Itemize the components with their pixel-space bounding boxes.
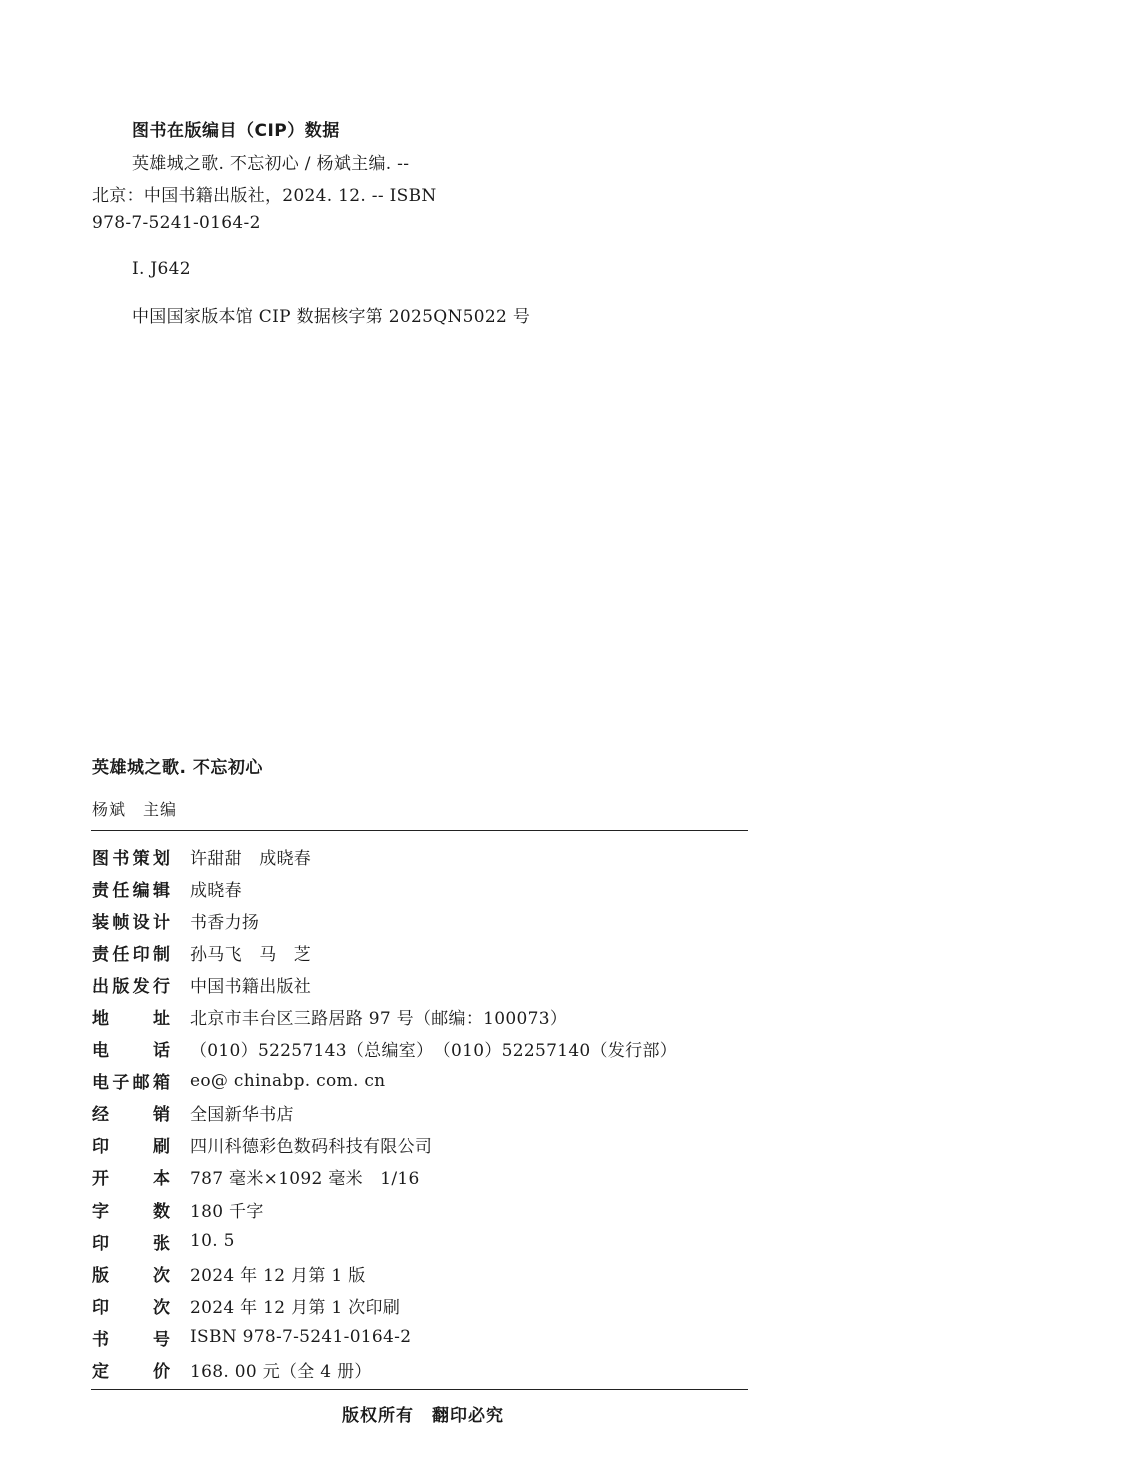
info-value: 成晓春 [190,880,242,901]
info-label [92,876,170,901]
info-label-char: 话 [153,1041,170,1062]
info-label [92,1325,170,1350]
info-label-char: 编 [132,880,150,901]
info-label [92,1261,170,1286]
info-row [92,968,752,1000]
info-label-char: 图 [92,848,109,869]
info-value: 孙马飞 马 芝 [190,944,312,965]
info-label-char: 本 [153,1169,170,1190]
info-label [92,1164,170,1189]
copyright-notice: 版权所有 翻印必究 [342,1406,504,1426]
info-row [92,1354,752,1386]
info-label-char: 任 [112,880,130,901]
cip-record-number: 中国国家版本馆 CIP 数据核字第 2025QN5022 号 [132,307,531,327]
info-label-char: 箱 [152,1073,170,1094]
info-label-char: 书 [92,1329,109,1350]
info-label-char: 任 [112,944,130,965]
info-label-char: 责 [92,944,109,965]
info-value: eo@ chinabp. com. cn [190,1070,386,1091]
info-label-char: 计 [152,912,170,933]
info-row [92,872,752,904]
info-label-char: 次 [153,1265,170,1286]
info-label-char: 出 [92,976,109,997]
info-label-char: 数 [153,1201,170,1222]
info-label-char: 印 [132,944,150,965]
cip-heading: 图书在版编目（CIP）数据 [132,121,340,141]
info-label-char: 责 [92,880,109,901]
info-label-char: 次 [153,1297,170,1318]
info-row [92,840,752,872]
info-value: 168. 00 元（全 4 册） [190,1362,372,1383]
info-label-char: 定 [92,1362,109,1383]
book-editor: 杨斌 主编 [92,800,178,819]
info-label [92,1197,170,1222]
info-label-char: 电 [92,1073,109,1094]
info-label-char: 字 [92,1201,109,1222]
info-label [92,1229,170,1254]
info-row [92,1161,752,1193]
info-value: 10. 5 [190,1231,235,1252]
info-value: （010）52257143（总编室） （010）52257140（发行部） [190,1041,678,1062]
info-label-char: 刷 [153,1137,170,1158]
info-label-char: 制 [152,944,170,965]
info-label [92,844,170,869]
info-label-char: 开 [92,1169,109,1190]
info-label-char: 价 [153,1362,170,1383]
info-label [92,1132,170,1157]
top-divider [91,830,748,831]
info-value: 787 毫米×1092 毫米 1/16 [190,1169,420,1190]
info-row [92,1000,752,1032]
info-row [92,1065,752,1097]
info-label-char: 辑 [152,880,170,901]
info-label-char: 邮 [132,1073,150,1094]
info-label [92,940,170,965]
info-label [92,908,170,933]
bottom-divider [91,1389,748,1390]
info-row [92,1321,752,1353]
info-label-char: 帧 [112,912,130,933]
info-value: 2024 年 12 月第 1 次印刷 [190,1297,401,1318]
info-label-char: 装 [92,912,109,933]
info-row [92,1033,752,1065]
info-label [92,1004,170,1029]
cip-line-2: 北京：中国书籍出版社，2024. 12. -- ISBN [92,186,437,206]
cip-line-3: 978-7-5241-0164-2 [92,213,261,233]
info-row [92,904,752,936]
info-label-char: 划 [152,848,170,869]
info-label-char: 设 [132,912,150,933]
info-label-char: 印 [92,1233,109,1254]
info-row [92,1097,752,1129]
info-label [92,1100,170,1125]
info-value: 中国书籍出版社 [190,976,312,997]
info-row [92,1289,752,1321]
info-value: 全国新华书店 [190,1105,294,1126]
publication-info-table [92,840,752,1386]
info-row [92,1193,752,1225]
info-row [92,1257,752,1289]
info-label-char: 书 [112,848,130,869]
info-value: 书香力扬 [190,912,260,933]
info-label-char: 印 [92,1297,109,1318]
info-value: 四川科德彩色数码科技有限公司 [190,1137,433,1158]
info-value: 2024 年 12 月第 1 版 [190,1265,366,1286]
info-label-char: 张 [153,1233,170,1254]
info-value: ISBN 978-7-5241-0164-2 [190,1327,412,1348]
info-row [92,1225,752,1257]
info-value: 180 千字 [190,1201,264,1222]
info-label [92,972,170,997]
info-label-char: 经 [92,1105,109,1126]
info-label [92,1357,170,1382]
info-label-char: 发 [132,976,150,997]
info-label-char: 版 [92,1265,109,1286]
book-title: 英雄城之歌. 不忘初心 [92,758,263,778]
cip-classification: Ⅰ. J642 [132,259,191,279]
info-label [92,1036,170,1061]
info-row [92,1129,752,1161]
info-label-char: 策 [132,848,150,869]
info-label-char: 电 [92,1041,109,1062]
info-label-char: 号 [153,1329,170,1350]
info-label [92,1293,170,1318]
info-label-char: 地 [92,1009,109,1030]
info-label [92,1068,170,1093]
info-value: 许甜甜 成晓春 [190,848,312,869]
info-value: 北京市丰台区三路居路 97 号（邮编：100073） [190,1009,568,1030]
info-label-char: 址 [153,1009,170,1030]
info-label-char: 印 [92,1137,109,1158]
info-label-char: 子 [112,1073,130,1094]
cip-line-1: 英雄城之歌. 不忘初心 / 杨斌主编. -- [132,154,410,174]
info-label-char: 行 [152,976,170,997]
info-row [92,936,752,968]
info-label-char: 销 [153,1105,170,1126]
info-label-char: 版 [112,976,130,997]
